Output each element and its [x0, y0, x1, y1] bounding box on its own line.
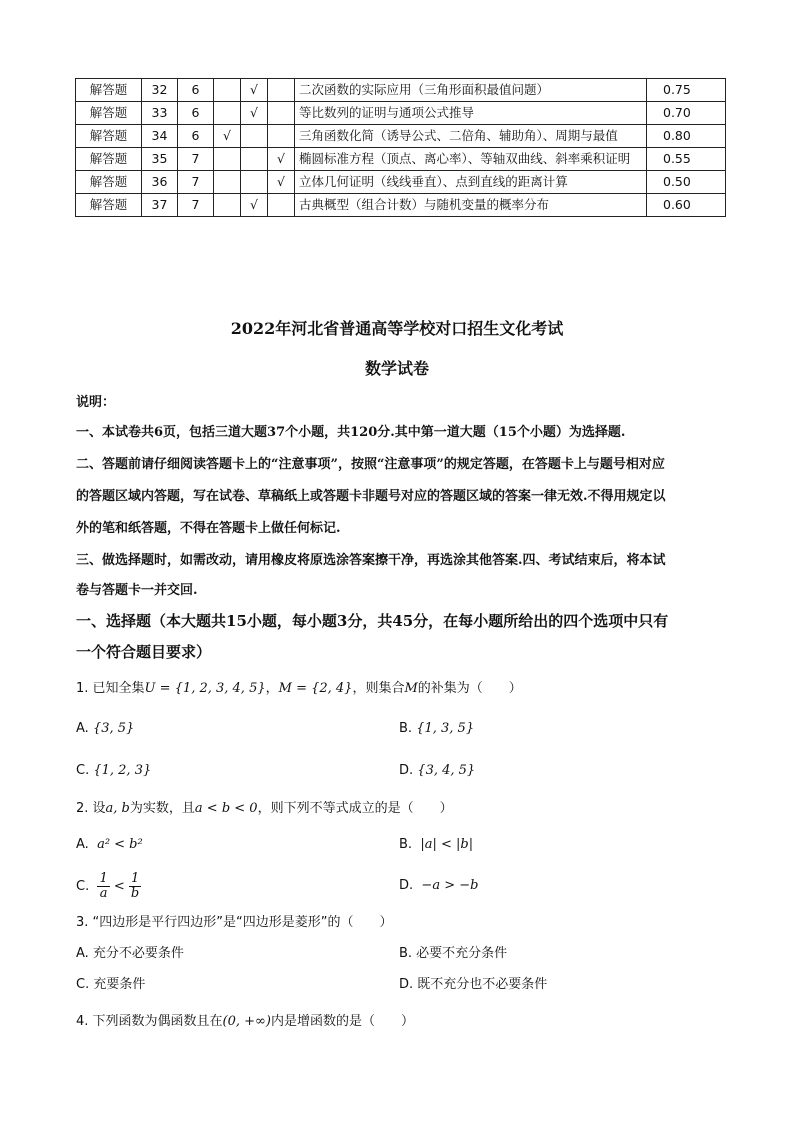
table-row	[76, 125, 726, 148]
knowledge-table	[75, 78, 726, 217]
check-col-2-cell: √	[241, 194, 268, 217]
check-col-1-cell	[214, 148, 241, 171]
check-col-1-cell	[214, 102, 241, 125]
question-4: 4. 下列函数为偶函数且在(0, +∞)内是增函数的是（ ）	[76, 1014, 414, 1029]
instruction-2c: 外的笔和纸答题，不得在答题卡上做任何标记.	[76, 521, 341, 536]
instruction-3b: 卷与答题卡一并交回.	[76, 583, 198, 598]
table-row	[76, 194, 726, 217]
q2-option-c[interactable]: C. $\frac{1}{a}$ < $\frac{1}{b}$	[76, 871, 140, 901]
question-1: 1. 已知全集U = {1, 2, 3, 4, 5}，M = {2, 4}，则集合M的补集为（ ）	[76, 681, 522, 696]
check-col-1-cell	[214, 79, 241, 102]
question-type-cell: 解答题	[76, 125, 142, 148]
check-col-2-cell	[241, 125, 268, 148]
check-col-2-cell: √	[241, 102, 268, 125]
knowledge-point-cell: 椭圆标准方程（顶点、离心率）、等轴双曲线、斜率乘积证明	[295, 148, 647, 171]
fraction-1-over-b: $\frac{1}{b}$	[130, 871, 140, 901]
knowledge-point-cell: 三角函数化简（诱导公式、二倍角、辅助角）、周期与最值	[295, 125, 647, 148]
check-col-3-cell	[268, 79, 295, 102]
check-col-2-cell	[241, 171, 268, 194]
question-number-cell: 34	[142, 125, 178, 148]
instruction-3a: 三、做选择题时，如需改动，请用橡皮将原选涂答案擦干净，再选涂其他答案.四、考试结束后，将本试	[76, 553, 666, 568]
question-number-cell: 36	[142, 171, 178, 194]
difficulty-cell: 0.50	[647, 171, 726, 194]
knowledge-point-cell: 等比数列的证明与通项公式推导	[295, 102, 647, 125]
q1-option-a[interactable]: A. {3, 5}	[76, 721, 135, 736]
question-2: 2. 设a, b为实数，且a < b < 0，则下列不等式成立的是（ ）	[76, 801, 453, 816]
check-col-2-cell: √	[241, 79, 268, 102]
check-col-1-cell: √	[214, 125, 241, 148]
question-3: 3. “四边形是平行四边形”是“四边形是菱形”的（ ）	[76, 915, 393, 930]
question-score-cell: 7	[178, 148, 214, 171]
q3-option-a[interactable]: A. 充分不必要条件	[76, 946, 184, 961]
instruction-2b: 的答题区域内答题，写在试卷、草稿纸上或答题卡非题号对应的答题区域的答案一律无效.不得用规定以	[76, 489, 666, 504]
check-col-3-cell	[268, 125, 295, 148]
question-number-cell: 37	[142, 194, 178, 217]
q1-option-d[interactable]: D. {3, 4, 5}	[399, 763, 476, 778]
table-row	[76, 79, 726, 102]
q2-option-a[interactable]: A. a² < b²	[76, 837, 143, 852]
exam-title: 2022年河北省普通高等学校对口招生文化考试	[230, 319, 564, 338]
question-score-cell: 6	[178, 102, 214, 125]
difficulty-cell: 0.60	[647, 194, 726, 217]
q2-option-d[interactable]: D. −a > −b	[399, 878, 479, 893]
difficulty-cell: 0.55	[647, 148, 726, 171]
check-col-3-cell: √	[268, 171, 295, 194]
instruction-1: 一、本试卷共6页，包括三道大题37个小题，共120分.其中第一道大题（15个小题）为选择题.	[76, 425, 626, 440]
check-col-1-cell	[214, 194, 241, 217]
knowledge-point-cell: 立体几何证明（线线垂直）、点到直线的距离计算	[295, 171, 647, 194]
question-type-cell: 解答题	[76, 194, 142, 217]
q3-option-c[interactable]: C. 充要条件	[76, 977, 146, 992]
question-score-cell: 6	[178, 79, 214, 102]
q3-option-b[interactable]: B. 必要不充分条件	[399, 946, 508, 961]
question-number-cell: 35	[142, 148, 178, 171]
question-type-cell: 解答题	[76, 148, 142, 171]
table-row	[76, 102, 726, 125]
difficulty-cell: 0.80	[647, 125, 726, 148]
question-score-cell: 7	[178, 194, 214, 217]
question-number-cell: 32	[142, 79, 178, 102]
q1-option-b[interactable]: B. {1, 3, 5}	[399, 721, 475, 736]
check-col-1-cell	[214, 171, 241, 194]
difficulty-cell: 0.75	[647, 79, 726, 102]
fraction-1-over-a: $\frac{1}{a}$	[99, 871, 108, 901]
instruction-2a: 二、答题前请仔细阅读答题卡上的“注意事项”，按照“注意事项”的规定答题，在答题卡上与题号相对应	[76, 457, 665, 472]
table-row	[76, 171, 726, 194]
check-col-3-cell	[268, 102, 295, 125]
difficulty-cell: 0.70	[647, 102, 726, 125]
instructions-label: 说明：	[76, 395, 116, 410]
question-type-cell: 解答题	[76, 171, 142, 194]
section-heading-line2: 一个符合题目要求）	[76, 643, 212, 661]
check-col-3-cell	[268, 194, 295, 217]
q1-option-c[interactable]: C. {1, 2, 3}	[76, 763, 152, 778]
section-heading-line1: 一、选择题（本大题共15小题，每小题3分，共45分，在每小题所给出的四个选项中只有	[76, 612, 669, 630]
check-col-3-cell: √	[268, 148, 295, 171]
question-type-cell: 解答题	[76, 102, 142, 125]
q3-option-d[interactable]: D. 既不充分也不必要条件	[399, 977, 548, 992]
q2-option-b[interactable]: B. |a| < |b|	[399, 837, 474, 852]
knowledge-point-cell: 古典概型（组合计数）与随机变量的概率分布	[295, 194, 647, 217]
question-type-cell: 解答题	[76, 79, 142, 102]
table-row	[76, 148, 726, 171]
knowledge-point-cell: 二次函数的实际应用（三角形面积最值问题）	[295, 79, 647, 102]
question-score-cell: 6	[178, 125, 214, 148]
question-score-cell: 7	[178, 171, 214, 194]
question-number-cell: 33	[142, 102, 178, 125]
check-col-2-cell	[241, 148, 268, 171]
exam-subtitle: 数学试卷	[364, 359, 429, 378]
